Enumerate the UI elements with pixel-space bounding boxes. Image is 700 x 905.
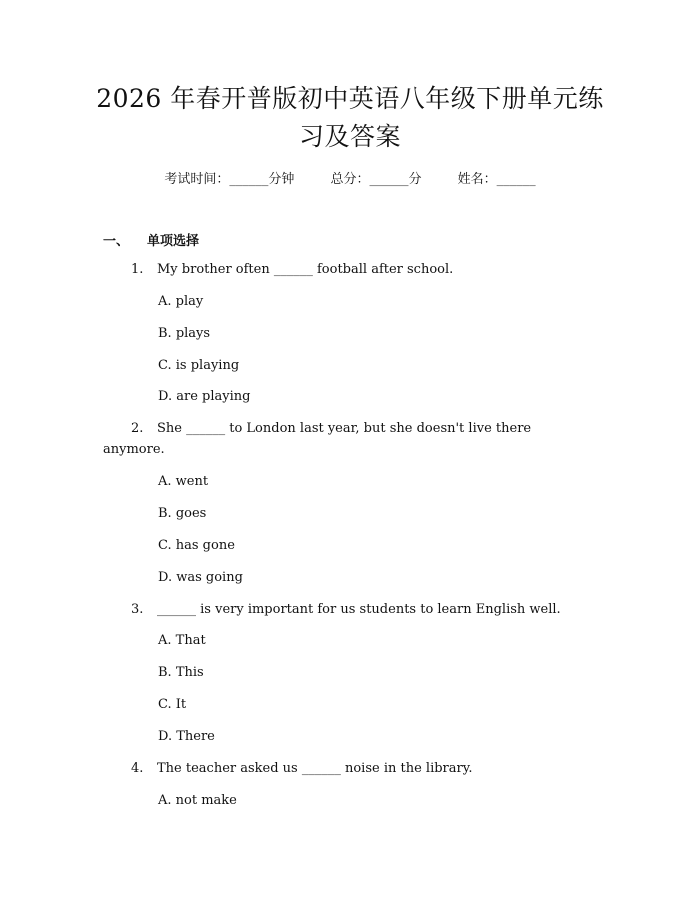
question-3 xyxy=(131,602,561,617)
question-number: 1. xyxy=(131,262,144,277)
option-3c[interactable]: C. It xyxy=(158,697,187,712)
question-4 xyxy=(131,761,473,776)
title-line-1: 2026 年春开普版初中英语八年级下册单元练 xyxy=(96,84,604,113)
question-number: 4. xyxy=(131,761,144,776)
exam-name: 姓名：______ xyxy=(457,172,536,187)
question-number: 2. xyxy=(131,421,144,436)
page-title xyxy=(90,80,610,156)
option-1d[interactable]: D. are playing xyxy=(158,389,251,404)
option-2c[interactable]: C. has gone xyxy=(158,538,235,553)
section-label: 单项选择 xyxy=(147,234,200,249)
option-1a[interactable]: A. play xyxy=(158,294,204,309)
exam-meta xyxy=(0,168,700,187)
option-2b[interactable]: B. goes xyxy=(158,506,207,521)
question-text: The teacher asked us ______ noise in the library. xyxy=(157,761,473,776)
option-4a[interactable]: A. not make xyxy=(158,793,237,808)
option-3a[interactable]: A. That xyxy=(158,633,206,648)
question-text: My brother often ______ football after school. xyxy=(157,262,454,277)
option-3b[interactable]: B. This xyxy=(158,665,204,680)
option-2d[interactable]: D. was going xyxy=(158,570,243,585)
question-text: ______ is very important for us students to learn English well. xyxy=(157,602,561,617)
question-2 xyxy=(131,421,531,436)
section-heading xyxy=(103,230,199,249)
option-2a[interactable]: A. went xyxy=(158,474,209,489)
question-text: She ______ to London last year, but she doesn't live there xyxy=(157,421,532,436)
section-number: 一、 xyxy=(103,234,130,249)
question-2-continued: anymore. xyxy=(103,442,165,457)
exam-time: 考试时间：______分钟 xyxy=(164,172,295,187)
option-1c[interactable]: C. is playing xyxy=(158,358,240,373)
option-3d[interactable]: D. There xyxy=(158,729,215,744)
exam-score: 总分：______分 xyxy=(330,172,422,187)
option-1b[interactable]: B. plays xyxy=(158,326,211,341)
question-1 xyxy=(131,262,453,277)
question-number: 3. xyxy=(131,602,144,617)
title-line-2: 习及答案 xyxy=(298,122,401,151)
